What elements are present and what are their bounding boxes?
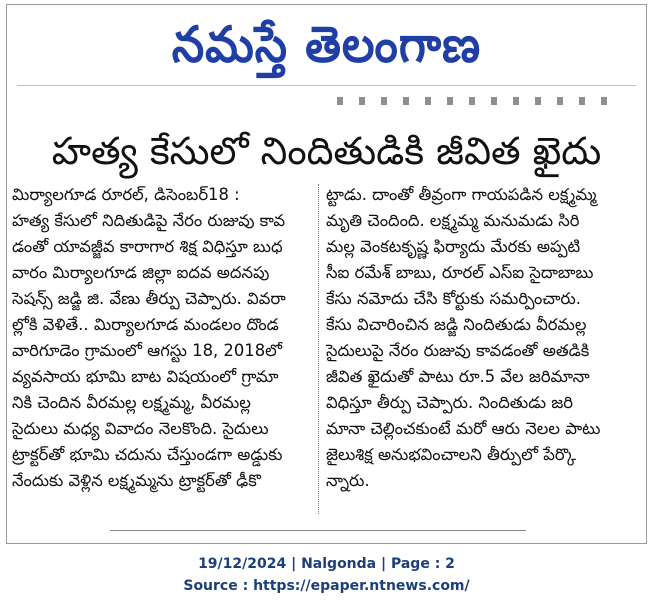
body-line: సైదులుపై నేరం రుజువు కావడంతో అతడికి xyxy=(326,341,590,360)
article-body xyxy=(12,182,630,522)
body-line: వారిగూడెం గ్రామంలో ఆగస్టు 18, 2018లో xyxy=(12,341,282,360)
body-line: వారం మిర్యాలగూడ జిల్లా ఐదవ అదనపు xyxy=(12,263,270,282)
body-line: విధిస్తూ తీర్పు చెప్పారు. నిందితుడు జరి xyxy=(326,393,573,412)
masthead xyxy=(7,13,646,79)
body-line: ల్లోకి వెళితే.. మిర్యాలగూడ మండలం దొండ xyxy=(12,315,279,334)
column-divider xyxy=(318,184,319,514)
article-column-right xyxy=(326,182,628,522)
body-line: మృతి చెందింది. లక్ష్మమ్మ మనుమడు సిరి xyxy=(326,211,580,230)
body-line: సీఐ రమేశ్ బాబు, రూరల్ ఎస్ఐ సైదాబాబు xyxy=(326,263,594,282)
masthead-logo: నమస్తే తెలంగాణ xyxy=(171,14,482,74)
body-line: కేసు విచారించిన జడ్జి నిందితుడు వీరమల్ల xyxy=(326,315,587,334)
body-line: ట్రాక్టర్‌తో భూమి చదును చేస్తుండగా అడ్డుకు xyxy=(12,445,283,464)
body-line: మానా చెల్లించకుంటే మరో ఆరు నెలల పాటు xyxy=(326,419,601,438)
source-link[interactable]: Source : https://epaper.ntnews.com/ xyxy=(183,578,470,594)
article-headline: హత్య కేసులో నిందితుడికి జీవిత ఖైదు xyxy=(51,129,602,173)
clipped-text-fragment xyxy=(337,89,607,107)
article-column-left xyxy=(12,182,314,522)
body-line: జైలుశిక్ష అనుభవించాలని తీర్పులో పేర్కొ xyxy=(326,445,576,464)
body-line: వ్యవసాయ భూమి బాట విషయంలో గ్రామా xyxy=(12,367,279,386)
body-line: జీవిత ఖైదుతో పాటు రూ.5 వేల జరిమానా xyxy=(326,367,590,386)
body-line: సెషన్స్ జడ్జి జి. వేణు తీర్పు చెప్పారు. వివరా xyxy=(12,289,286,308)
body-line: డంతో యావజ్జీవ కారాగార శిక్ష విధిస్తూ బుధ xyxy=(12,237,283,256)
body-line: కేసు నమోదు చేసి కోర్టుకు సమర్పించారు. xyxy=(326,289,582,308)
masthead-divider xyxy=(17,85,636,86)
body-line: ట్టాడు. దాంతో తీవ్రంగా గాయపడిన లక్ష్మమ్మ xyxy=(326,185,597,204)
body-line: మిర్యాలగూడ రూరల్, డిసెంబర్18 : xyxy=(12,185,240,204)
body-line: నికి చెందిన వీరమల్ల లక్ష్మమ్మ, వీరమల్ల xyxy=(12,393,251,412)
body-line: నేందుకు వెళ్లిన లక్ష్మమ్మను ట్రాక్టర్‌తో ఢీకొ xyxy=(12,471,261,490)
body-line: సైదులు మధ్య వివాదం నెలకొంది. సైదులు xyxy=(12,419,269,438)
edition-meta: 19/12/2024 | Nalgonda | Page : 2 xyxy=(198,556,455,572)
body-line: న్నారు. xyxy=(326,471,370,490)
footer xyxy=(0,553,653,597)
body-line: మల్ల వెంకటకృష్ణ ఫిర్యాదు మేరకు అప్పటి xyxy=(326,237,581,256)
article-end-rule xyxy=(110,530,526,531)
body-line: హత్య కేసులో నిదితుడిపై నేరం రుజువు కావ xyxy=(12,211,286,230)
